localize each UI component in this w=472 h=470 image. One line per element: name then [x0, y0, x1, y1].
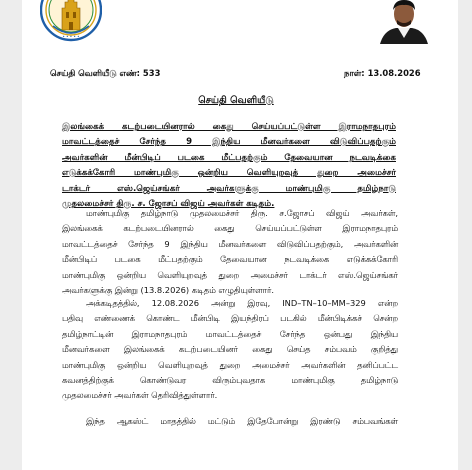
subject-line: டாக்டர் எஸ்.ஜெய்சங்கர் அவர்களுக்கு மாண்புமிகு தமிழ்நாடு: [62, 183, 396, 194]
subject-line: எடுக்கக்கோரி மாண்புமிகு ஒன்றிய வெளியுறவுத் துறை அமைச்சர்: [62, 168, 396, 179]
subject-line: அவர்களின் மீன்பிடிப் படகை மீட்பதற்கும் தேவையான நடவடிக்கை: [62, 152, 396, 163]
paragraph-line: பதிவு எண்ணைக் கொண்ட மீன்பிடி இயந்திரப் படகில் மீன்பிடிக்கச் சென்ற: [62, 313, 398, 324]
paragraph-3: [62, 414, 398, 429]
paragraph-line: அக்கடிதத்தில், 12.08.2026 அன்று இரவு, IND–TN–10–MM–329 என்ற: [86, 298, 398, 308]
paragraph-line: இந்த ஆகஸ்ட் மாதத்தில் மட்டும் இதேபோன்று இரண்டு சம்பவங்கள்: [86, 416, 398, 426]
right-margin-strip: [458, 0, 472, 470]
paragraph-line: இலங்கைக் கடற்படையினரால் கைது செய்யப்பட்டுள்ள இராமநாதபுரம்: [62, 223, 398, 234]
chief-minister-portrait: [378, 0, 430, 44]
news-release-number: செய்தி வெளியீடு எண்: 533: [50, 68, 161, 78]
paragraph-1: [62, 206, 398, 298]
paragraph-line: அவர்களுக்கு இன்று (13.8.2026) கடிதம் எழுதியுள்ளார்.: [62, 284, 274, 295]
tamil-nadu-state-emblem: [40, 0, 102, 46]
subject-line: மாவட்டத்தைச் சேர்ந்த 9 இந்திய மீனவர்களை விடுவிப்பதற்கும்: [62, 137, 396, 148]
paragraph-line: மாவட்டத்தைச் சேர்ந்த 9 இந்திய மீனவர்களை விடுவிப்பதற்கும், அவர்களின்: [62, 238, 398, 249]
left-margin-strip: [0, 0, 22, 470]
paragraph-line: மாண்புமிகு தமிழ்நாடு முதலமைச்சர் திரு. ச.ஜோசப் விஜய் அவர்கள்,: [86, 208, 398, 218]
page-title: செய்தி வெளியீடு: [198, 95, 274, 106]
paragraph-line: முதலமைச்சர் அவர்கள் தெரிவித்துள்ளார்.: [62, 390, 218, 401]
subject-line: இலங்கைக் கடற்படையினரால் கைது செய்யப்பட்டுள்ள இராமநாதபுரம்: [62, 122, 396, 132]
paragraph-line: மீனவர்களை இலங்கைக் கடற்படையினர் கைது செய்த சம்பவம் குறித்து: [62, 344, 398, 355]
svg-text:• • • • •: • • • • •: [62, 34, 80, 39]
paragraph-line: மாண்புமிகு ஒன்றிய வெளியுறவுத் துறை அமைச்சர் டாக்டர் எஸ்.ஜெய்சங்கர்: [62, 269, 398, 280]
paragraph-2: [62, 296, 398, 404]
release-date: நாள்: 13.08.2026: [344, 68, 421, 78]
subject-line: முதலமைச்சர் திரு. ச. ஜோசப் விஜய் அவர்கள் கடிதம்.: [62, 198, 275, 209]
subject-heading: [62, 120, 396, 212]
paragraph-line: மீன்பிடிப் படகை மீட்பதற்கும் தேவையான நடவடிக்கை எடுக்கக்கோரி: [62, 254, 398, 265]
paragraph-line: தமிழ்நாட்டின் இராமநாதபுரம் மாவட்டத்தைச் சேர்ந்த ஒன்பது இந்திய: [62, 328, 398, 339]
paragraph-line: கவனத்திற்குக் கொண்டுவர விரும்புவதாக மாண்புமிகு தமிழ்நாடு: [62, 374, 398, 385]
paragraph-line: மாண்புமிகு ஒன்றிய வெளியுறவுத் துறை அமைச்சர் அவர்களின் தனிப்பட்ட: [62, 359, 398, 370]
